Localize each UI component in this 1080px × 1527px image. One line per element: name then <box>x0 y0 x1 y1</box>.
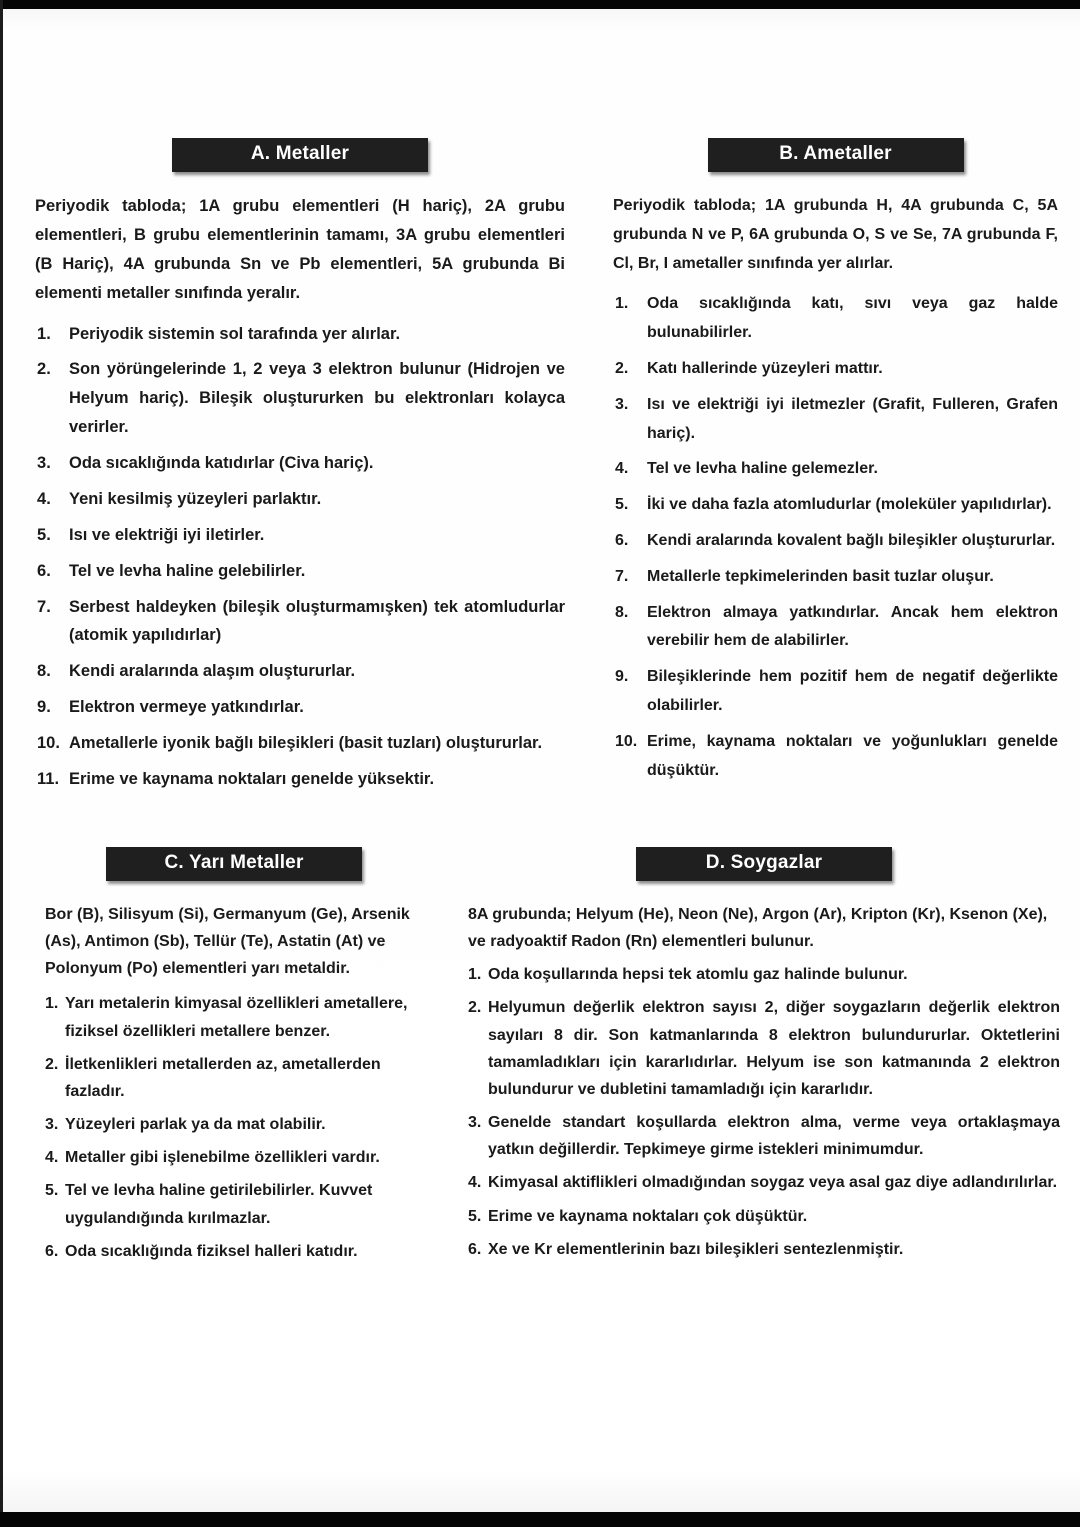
list-item: Isı ve elektriği iyi iletirler. <box>69 525 265 544</box>
section-ametaller-list <box>613 290 1058 785</box>
section-soygazlar-intro: 8A grubunda; Helyum (He), Neon (Ne), Argon (Ar), Kripton (Kr), Ksenon (Xe), ve radyoaktif Radon (Rn) elementleri bulunur. <box>468 905 1048 950</box>
list-item: Yeni kesilmiş yüzeyleri parlaktır. <box>69 489 322 508</box>
list-item: Metallerle tepkimelerinden basit tuzlar oluşur. <box>647 567 994 585</box>
list-item: Yüzeyleri parlak ya da mat olabilir. <box>65 1116 326 1134</box>
section-yari-metaller-intro: Bor (B), Silisyum (Si), Germanyum (Ge), Arsenik (As), Antimon (Sb), Tellür (Te), Astatin (At) ve Polonyum (Po) elementleri yarı metaldir. <box>45 905 410 978</box>
list-item: Elektron vermeye yatkındırlar. <box>69 698 304 717</box>
section-soygazlar-title: D. Soygazlar <box>705 851 823 873</box>
list-item: Tel ve levha haline gelebilirler. <box>69 561 306 580</box>
section-soygazlar-list <box>468 961 1060 1263</box>
list-item: Bileşiklerinde hem pozitif hem de negatif değerlikte olabilirler. <box>647 668 1058 714</box>
list-item: Erime ve kaynama noktaları çok düşüktür. <box>488 1207 808 1225</box>
scan-edge-left <box>0 0 3 1527</box>
section-metaller-title: A. Metaller <box>250 143 350 164</box>
list-item: Ametallerle iyonik bağlı bileşikleri (basit tuzları) oluştururlar. <box>69 734 543 752</box>
list-item: Tel ve levha haline gelemezler. <box>647 460 878 478</box>
list-item: Helyumun değerlik elektron sayısı 2, diğer soygazların değerlik elektron sayıları 8 dir. Son katmanlarında 8 elektron bulundururlar. Oktetlerini tamamladıkları için kararlıdırlar. Helyum ise son katmanında 2 elektron bulundurur ve dubletini tamamladığı için kararlıdır. <box>488 999 1060 1098</box>
list-item: Isı ve elektriği iyi iletmezler (Grafit, Fulleren, Grafen hariç). <box>647 395 1058 442</box>
section-soygazlar <box>468 847 1060 1269</box>
scan-edge-bottom <box>0 1512 1080 1527</box>
section-ametaller-intro: Periyodik tabloda; 1A grubunda H, 4A grubunda C, 5A grubunda N ve P, 6A grubunda O, S ve Se, 7A grubunda F, Cl, Br, I ametaller sınıfında yer alırlar. <box>613 197 1058 272</box>
list-item: Son yörüngelerinde 1, 2 veya 3 elektron bulunur (Hidrojen ve Helyum hariç). Bileşik oluştururken bu elektronları kolayca verirler. <box>69 360 565 437</box>
section-metaller-header <box>172 138 428 172</box>
section-yari-metaller-title: C. Yarı Metaller <box>164 851 304 873</box>
list-item: Kendi aralarında alaşım oluştururlar. <box>69 662 356 681</box>
list-item: Xe ve Kr elementlerinin bazı bileşikleri sentezlenmiştir. <box>488 1240 904 1258</box>
list-item: Serbest haldeyken (bileşik oluşturmamışken) tek atomludurlar (atomik yapılıdırlar) <box>69 597 565 645</box>
list-item: Oda koşullarında hepsi tek atomlu gaz halinde bulunur. <box>488 966 908 984</box>
list-item: Periyodik sistemin sol tarafında yer alırlar. <box>69 324 401 343</box>
list-item: Tel ve levha haline getirilebilirler. Kuvvet uygulandığında kırılmazlar. <box>65 1182 373 1227</box>
list-item: İki ve daha fazla atomludurlar (moleküler yapılıdırlar). <box>647 496 1052 514</box>
section-metaller <box>35 138 565 801</box>
list-item: Erime ve kaynama noktaları genelde yüksektir. <box>69 769 435 788</box>
section-metaller-list <box>35 320 565 794</box>
row-bottom <box>0 847 1080 1271</box>
list-item: Elektron almaya yatkındırlar. Ancak hem elektron verebilir hem de alabilirler. <box>647 603 1058 650</box>
list-item: Oda sıcaklığında fiziksel halleri katıdır. <box>65 1242 358 1260</box>
list-item: İletkenlikleri metallerden az, ametallerden fazladır. <box>65 1055 381 1100</box>
list-item: Erime, kaynama noktaları ve yoğunlukları genelde düşüktür. <box>647 732 1058 779</box>
section-yari-metaller <box>45 847 423 1271</box>
section-yari-metaller-header <box>106 847 362 881</box>
section-soygazlar-header <box>636 847 892 881</box>
section-ametaller-header <box>708 138 964 172</box>
list-item: Oda sıcaklığında katıdırlar (Civa hariç). <box>69 454 374 472</box>
list-item: Metaller gibi işlenebilme özellikleri vardır. <box>65 1149 380 1167</box>
list-item: Kimyasal aktiflikleri olmadığından soygaz veya asal gaz diye adlandırılırlar. <box>488 1174 1058 1192</box>
list-item: Genelde standart koşullarda elektron alma, verme veya ortaklaşmaya yatkın değillerdir. Tepkimeye girme istekleri minimumdur. <box>488 1114 1060 1159</box>
row-top <box>0 138 1080 801</box>
section-metaller-intro: Periyodik tabloda; 1A grubu elementleri (H hariç), 2A grubu elementleri, B grubu elementlerinin tamamı, 3A grubu elementleri (B Hariç), 4A grubunda Sn ve Pb elementleri, 5A grubunda Bi elementi metaller sınıfında yeralır. <box>35 197 565 302</box>
list-item: Katı hallerinde yüzeyleri mattır. <box>647 359 883 377</box>
list-item: Yarı metalerin kimyasal özellikleri ametallere, fiziksel özellikleri metallere benzer. <box>65 995 408 1040</box>
list-item: Oda sıcaklığında katı, sıvı veya gaz halde bulunabilirler. <box>647 295 1058 342</box>
scan-edge-top <box>0 0 1080 9</box>
list-item: Kendi aralarında kovalent bağlı bileşikler oluştururlar. <box>647 531 1056 549</box>
section-yari-metaller-list <box>45 990 423 1265</box>
section-ametaller-title: B. Ametaller <box>779 143 892 164</box>
section-ametaller <box>613 138 1058 792</box>
